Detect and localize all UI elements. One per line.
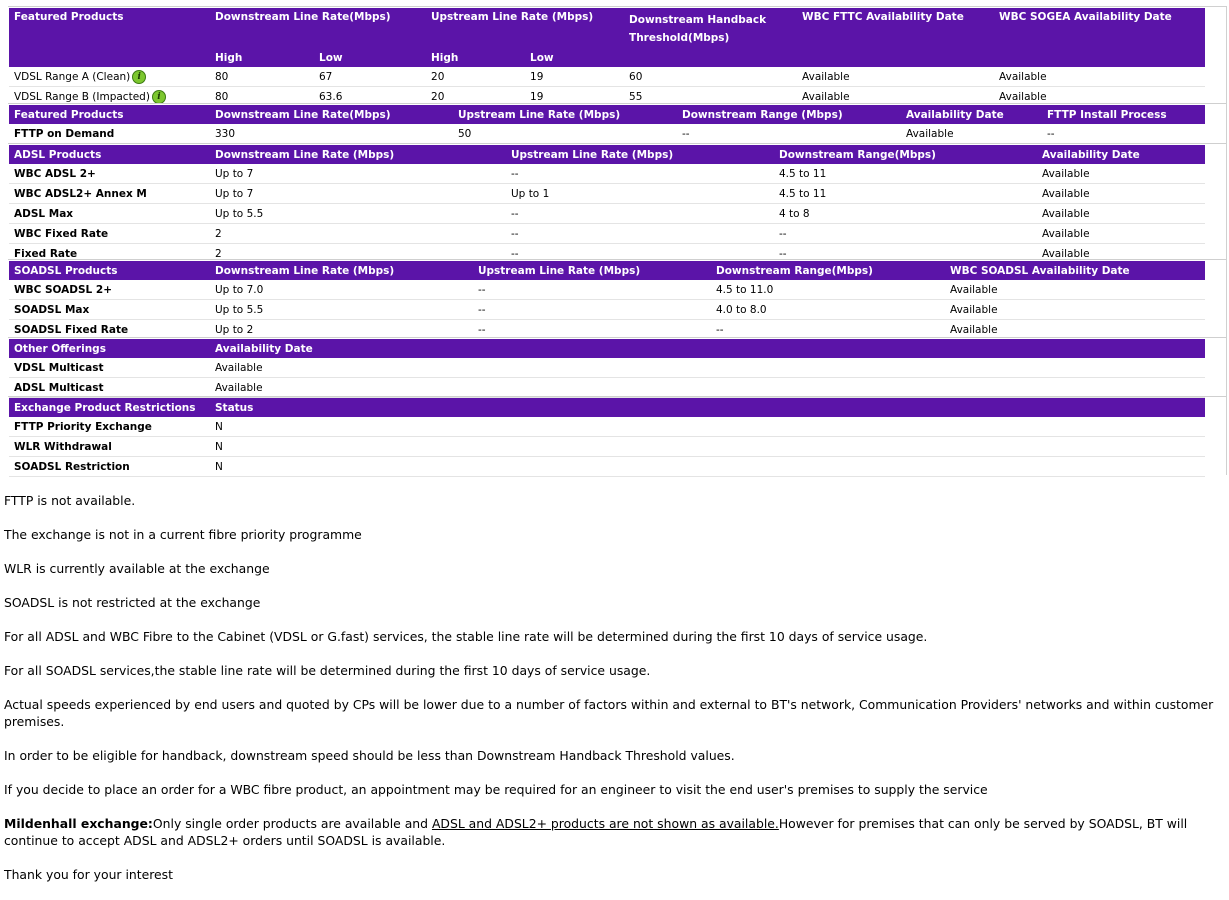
product-name: Fixed Rate — [9, 244, 210, 264]
product-name: ADSL Max — [9, 204, 210, 224]
table-cell: -- — [774, 224, 1037, 244]
table-cell: 20 — [426, 87, 525, 107]
table-cell: -- — [473, 300, 711, 320]
featured-sub-empty — [797, 48, 994, 67]
table-cell: Available — [210, 358, 1205, 378]
featured-sub-empty — [994, 48, 1205, 67]
featured-col-fttc-date: WBC FTTC Availability Date — [797, 8, 994, 48]
fttp-table — [9, 105, 1205, 144]
product-name: SOADSL Max — [9, 300, 210, 320]
soadsl-col-date: WBC SOADSL Availability Date — [945, 261, 1205, 280]
table-row — [9, 124, 1205, 144]
table-row — [9, 457, 1205, 477]
table-cell: Available — [1037, 164, 1205, 184]
featured-header-row — [9, 8, 1205, 48]
note-wlr: WLR is currently available at the exchange — [4, 561, 270, 576]
table-cell: 19 — [525, 87, 624, 107]
product-label: VDSL Range A (Clean) — [14, 70, 131, 83]
fttp-header-row — [9, 105, 1205, 124]
table-cell: 4.5 to 11.0 — [711, 280, 945, 300]
table-cell: -- — [506, 164, 774, 184]
product-name: SOADSL Fixed Rate — [9, 320, 210, 340]
table-row — [9, 67, 1205, 87]
soadsl-table — [9, 261, 1205, 340]
product-name: WBC Fixed Rate — [9, 224, 210, 244]
soadsl-header-row — [9, 261, 1205, 280]
table-cell: -- — [506, 204, 774, 224]
product-name: ADSL Multicast — [9, 378, 210, 398]
featured-sub-empty — [9, 48, 210, 67]
restrictions-col-name: Exchange Product Restrictions — [9, 398, 210, 417]
mildenhall-text-b: However for premises that can only be served by SOADSL, BT will continue to accept ADSL and ADSL2+ orders until SOADSL is available. — [4, 816, 1188, 848]
adsl-col-upstream: Upstream Line Rate (Mbps) — [506, 145, 774, 164]
featured-sub-empty — [624, 48, 797, 67]
note-soadsl: SOADSL is not restricted at the exchange — [4, 595, 261, 610]
featured-subheader-row — [9, 48, 1205, 67]
adsl-col-range: Downstream Range(Mbps) — [774, 145, 1037, 164]
table-cell: -- — [473, 280, 711, 300]
table-cell: -- — [473, 320, 711, 340]
table-cell: -- — [711, 320, 945, 340]
restrictions-table — [9, 398, 1205, 477]
featured-col-sogea-date: WBC SOGEA Availability Date — [994, 8, 1205, 48]
featured-sub-up-low: Low — [525, 48, 624, 67]
table-cell: Up to 7.0 — [210, 280, 473, 300]
table-cell: Available — [797, 67, 994, 87]
table-cell: N — [210, 417, 1205, 437]
table-cell: 4.5 to 11 — [774, 164, 1037, 184]
adsl-table — [9, 145, 1205, 264]
table-cell: 4.5 to 11 — [774, 184, 1037, 204]
adsl-header-row — [9, 145, 1205, 164]
restrictions-header-row — [9, 398, 1205, 417]
table-cell: Available — [1037, 204, 1205, 224]
table-cell: Available — [1037, 184, 1205, 204]
table-cell: Up to 5.5 — [210, 204, 506, 224]
section-divider — [8, 143, 1226, 144]
product-name: WBC ADSL 2+ — [9, 164, 210, 184]
table-cell: -- — [677, 124, 901, 144]
featured-sub-down-low: Low — [314, 48, 426, 67]
other-col-offering: Other Offerings — [9, 339, 210, 358]
table-cell: -- — [506, 244, 774, 264]
featured-col-downstream: Downstream Line Rate(Mbps) — [210, 8, 426, 48]
adsl-col-product: ADSL Products — [9, 145, 210, 164]
table-cell: Available — [945, 300, 1205, 320]
featured-col-upstream: Upstream Line Rate (Mbps) — [426, 8, 624, 48]
featured-products-table — [9, 8, 1205, 107]
adsl-col-date: Availability Date — [1037, 145, 1205, 164]
table-cell: 20 — [426, 67, 525, 87]
product-name: FTTP on Demand — [9, 124, 210, 144]
table-cell: -- — [506, 224, 774, 244]
soadsl-col-product: SOADSL Products — [9, 261, 210, 280]
table-row — [9, 184, 1205, 204]
mildenhall-heading: Mildenhall exchange: — [4, 816, 153, 831]
table-row — [9, 164, 1205, 184]
other-offerings-table — [9, 339, 1205, 398]
note-fibre-priority: The exchange is not in a current fibre priority programme — [4, 527, 362, 542]
restrictions-col-status: Status — [210, 398, 1205, 417]
fttp-col-range: Downstream Range (Mbps) — [677, 105, 901, 124]
table-cell: Available — [1037, 244, 1205, 264]
table-cell: N — [210, 457, 1205, 477]
section-divider — [8, 396, 1226, 397]
section-divider — [8, 103, 1226, 104]
table-cell: -- — [774, 244, 1037, 264]
fttp-col-install: FTTP Install Process — [1042, 105, 1205, 124]
table-cell: Available — [1037, 224, 1205, 244]
table-cell: Available — [945, 280, 1205, 300]
product-name: VDSL Multicast — [9, 358, 210, 378]
table-cell: N — [210, 437, 1205, 457]
table-cell: Up to 2 — [210, 320, 473, 340]
fttp-col-upstream: Upstream Line Rate (Mbps) — [453, 105, 677, 124]
table-cell: 80 — [210, 67, 314, 87]
table-row — [9, 204, 1205, 224]
table-cell: Available — [994, 67, 1205, 87]
table-cell: Up to 7 — [210, 184, 506, 204]
note-handback: In order to be eligible for handback, downstream speed should be less than Downstream Handback Threshold values. — [4, 748, 735, 763]
table-row — [9, 417, 1205, 437]
product-name: FTTP Priority Exchange — [9, 417, 210, 437]
soadsl-col-upstream: Upstream Line Rate (Mbps) — [473, 261, 711, 280]
table-row — [9, 300, 1205, 320]
note-stable-rate: For all ADSL and WBC Fibre to the Cabinet (VDSL or G.fast) services, the stable line rate will be determined during the first 10 days of service usage. — [4, 629, 928, 644]
table-cell: 330 — [210, 124, 453, 144]
table-cell: -- — [1042, 124, 1205, 144]
table-cell: Up to 7 — [210, 164, 506, 184]
mildenhall-text-a: Only single order products are available and — [152, 816, 432, 831]
featured-sub-down-high: High — [210, 48, 314, 67]
fttp-col-product: Featured Products — [9, 105, 210, 124]
table-cell: Up to 1 — [506, 184, 774, 204]
table-cell: 63.6 — [314, 87, 426, 107]
info-icon[interactable]: i — [132, 70, 146, 84]
table-cell: 2 — [210, 244, 506, 264]
table-cell: Available — [945, 320, 1205, 340]
info-icon[interactable]: i — [152, 90, 166, 104]
table-row — [9, 378, 1205, 398]
mildenhall-underlined: ADSL and ADSL2+ products are not shown as available. — [431, 816, 779, 831]
product-name: WLR Withdrawal — [9, 437, 210, 457]
table-cell: 67 — [314, 67, 426, 87]
table-cell: Available — [797, 87, 994, 107]
section-divider — [8, 259, 1226, 260]
section-divider — [8, 337, 1226, 338]
product-name: WBC SOADSL 2+ — [9, 280, 210, 300]
table-cell: 55 — [624, 87, 797, 107]
table-cell: 2 — [210, 224, 506, 244]
product-name: WBC ADSL2+ Annex M — [9, 184, 210, 204]
table-row — [9, 437, 1205, 457]
note-actual-speeds: Actual speeds experienced by end users and quoted by CPs will be lower due to a number of factors within and external to BT's network, Communication Providers' networks and within customer premises. — [4, 697, 1214, 729]
note-thanks: Thank you for your interest — [4, 867, 173, 882]
table-row — [9, 280, 1205, 300]
featured-col-handback: Downstream Handback Threshold(Mbps) — [624, 8, 797, 48]
soadsl-col-range: Downstream Range(Mbps) — [711, 261, 945, 280]
product-name — [9, 67, 210, 87]
notes-section — [4, 492, 1226, 900]
other-col-date: Availability Date — [210, 339, 1205, 358]
table-cell: Available — [210, 378, 1205, 398]
table-cell: 4.0 to 8.0 — [711, 300, 945, 320]
featured-sub-up-high: High — [426, 48, 525, 67]
other-header-row — [9, 339, 1205, 358]
table-cell: 4 to 8 — [774, 204, 1037, 224]
table-cell: 60 — [624, 67, 797, 87]
table-cell: 80 — [210, 87, 314, 107]
fttp-col-downstream: Downstream Line Rate(Mbps) — [210, 105, 453, 124]
product-label: VDSL Range B (Impacted) — [14, 90, 150, 103]
table-cell: Available — [994, 87, 1205, 107]
adsl-col-downstream: Downstream Line Rate (Mbps) — [210, 145, 506, 164]
soadsl-col-downstream: Downstream Line Rate (Mbps) — [210, 261, 473, 280]
note-soadsl-rate: For all SOADSL services,the stable line rate will be determined during the first 10 days of service usage. — [4, 663, 651, 678]
note-fttp: FTTP is not available. — [4, 493, 136, 508]
note-appointment: If you decide to place an order for a WBC fibre product, an appointment may be required for an engineer to visit the end user's premises to supply the service — [4, 782, 988, 797]
table-cell: Up to 5.5 — [210, 300, 473, 320]
table-row — [9, 358, 1205, 378]
table-cell: Available — [901, 124, 1042, 144]
note-mildenhall — [4, 815, 1226, 849]
featured-col-product: Featured Products — [9, 8, 210, 48]
table-cell: 19 — [525, 67, 624, 87]
table-cell: 50 — [453, 124, 677, 144]
product-name: SOADSL Restriction — [9, 457, 210, 477]
table-row — [9, 224, 1205, 244]
fttp-col-date: Availability Date — [901, 105, 1042, 124]
